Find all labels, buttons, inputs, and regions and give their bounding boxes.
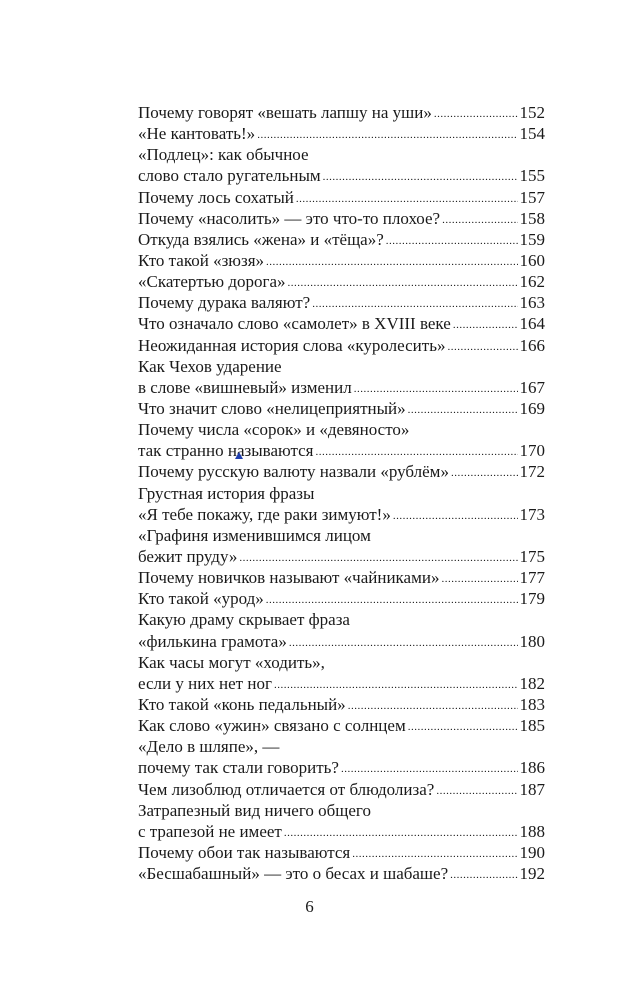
dot-leader — [274, 675, 518, 696]
toc-entry — [138, 398, 545, 419]
dot-leader — [436, 781, 517, 802]
toc-entry-line — [138, 715, 545, 736]
dot-leader — [257, 125, 517, 146]
dot-leader — [447, 337, 517, 358]
toc-entry-line — [138, 335, 545, 356]
toc-entry-title: Какую драму скрывает фраза — [138, 610, 350, 630]
toc-entry-line — [138, 842, 545, 863]
toc-entry-line — [138, 165, 545, 186]
toc-entry-page: 159 — [519, 229, 545, 249]
toc-entry-page: 192 — [519, 864, 545, 884]
toc-entry-page: 166 — [519, 335, 545, 355]
toc-entry-title: в слове «вишневый» изменил — [138, 377, 352, 397]
toc-entry-page: 158 — [519, 208, 545, 228]
toc-entry — [138, 694, 545, 715]
toc-entry-page: 186 — [519, 758, 545, 778]
toc-entry-line — [138, 652, 545, 673]
dot-leader — [312, 294, 517, 315]
toc-entry-line — [138, 271, 545, 292]
toc-entry-line — [138, 483, 545, 504]
dot-leader — [434, 104, 518, 125]
toc-entry-title: Грустная история фразы — [138, 483, 315, 503]
toc-entry-title: Почему «насолить» — это что-то плохое? — [138, 208, 441, 228]
toc-entry-page: 179 — [519, 589, 545, 609]
toc-entry-line — [138, 609, 545, 630]
toc-entry-page: 190 — [519, 842, 545, 862]
dot-leader — [393, 506, 518, 527]
toc-entry — [138, 525, 545, 567]
toc-entry-page: 188 — [519, 821, 545, 841]
dot-leader — [296, 189, 518, 210]
toc-entry-line — [138, 292, 545, 313]
toc-entry — [138, 250, 545, 271]
toc-entry-title: Почему русскую валюту назвали «рублём» — [138, 462, 449, 482]
toc-entry-page: 167 — [519, 377, 545, 397]
toc-entry-line — [138, 694, 545, 715]
toc-entry-title: Как часы могут «ходить», — [138, 652, 325, 672]
toc-entry-page: 173 — [519, 504, 545, 524]
toc-entry-page: 154 — [519, 124, 545, 144]
caret-mark-icon — [235, 452, 243, 459]
toc-entry-title: Откуда взялись «жена» и «тёща»? — [138, 229, 384, 249]
toc-entry — [138, 292, 545, 313]
toc-entry-title: «Бесшабашный» — это о бесах и шабаше? — [138, 864, 449, 884]
toc-entry — [138, 313, 545, 334]
toc-entry-title: Чем лизоблюд отличается от блюдолиза? — [138, 779, 435, 799]
toc-entry-page: 157 — [519, 187, 545, 207]
toc-entry-title: слово стало ругательным — [138, 166, 321, 186]
toc-entry-title: почему так стали говорить? — [138, 758, 339, 778]
toc-entry-title: «Не кантовать!» — [138, 124, 256, 144]
toc-entry — [138, 715, 545, 736]
toc-entry-title: Что означало слово «самолет» в XVIII веке — [138, 314, 451, 334]
toc-entry-title: Что значит слово «нелицеприятный» — [138, 398, 406, 418]
toc-entry-title: «Скатертью дорога» — [138, 272, 286, 292]
dot-leader — [354, 379, 518, 400]
toc-entry-line — [138, 588, 545, 609]
toc-entry-line — [138, 504, 545, 525]
dot-leader — [442, 210, 517, 231]
toc-entry-page: 182 — [519, 673, 545, 693]
toc-entry-line — [138, 525, 545, 546]
toc-entry-title: Затрапезный вид ничего общего — [138, 800, 371, 820]
toc-entry-title: Кто такой «зюзя» — [138, 250, 265, 270]
toc-entry — [138, 736, 545, 778]
toc-entry-title: «филькина грамота» — [138, 631, 287, 651]
dot-leader — [451, 463, 518, 484]
toc-entry — [138, 779, 545, 800]
toc-entry-page: 187 — [519, 779, 545, 799]
dot-leader — [323, 167, 518, 188]
toc-entry-line — [138, 102, 545, 123]
toc-entry-line — [138, 461, 545, 482]
toc-entry — [138, 229, 545, 250]
toc-entry — [138, 652, 545, 694]
toc-entry-title: Как Чехов ударение — [138, 356, 282, 376]
toc-entry-line — [138, 440, 545, 461]
toc-entry-title: Почему лось сохатый — [138, 187, 294, 207]
toc-entry-line — [138, 546, 545, 567]
toc-entry-line — [138, 757, 545, 778]
dot-leader — [341, 759, 518, 780]
toc-entry-page: 177 — [519, 568, 545, 588]
toc-entry — [138, 271, 545, 292]
toc-entry-page: 169 — [519, 398, 545, 418]
dot-leader — [441, 569, 517, 590]
toc-entry-title: бежит пруду» — [138, 546, 238, 566]
toc-entry — [138, 483, 545, 525]
toc-entry — [138, 335, 545, 356]
toc-entry — [138, 863, 545, 884]
toc-entry-line — [138, 250, 545, 271]
toc-entry — [138, 800, 545, 842]
toc-entry-line — [138, 800, 545, 821]
dot-leader — [450, 865, 517, 886]
toc-entry-line — [138, 419, 545, 440]
toc-entry-line — [138, 208, 545, 229]
toc-entry-page: 172 — [519, 462, 545, 482]
toc-entry-line — [138, 229, 545, 250]
dot-leader — [348, 696, 518, 717]
toc-entry-title: «Дело в шляпе», — — [138, 737, 280, 757]
toc-entry-title: Неожиданная история слова «куролесить» — [138, 335, 446, 355]
toc-entry-page: 183 — [519, 694, 545, 714]
dot-leader — [408, 717, 518, 738]
dot-leader — [386, 231, 518, 252]
dot-leader — [239, 548, 517, 569]
table-of-contents — [138, 102, 545, 884]
dot-leader — [288, 273, 518, 294]
toc-entry-line — [138, 398, 545, 419]
toc-entry — [138, 187, 545, 208]
toc-entry-title: Кто такой «конь педальный» — [138, 694, 346, 714]
toc-entry-page: 163 — [519, 293, 545, 313]
toc-entry-line — [138, 631, 545, 652]
toc-entry — [138, 609, 545, 651]
toc-entry-title: «Я тебе покажу, где раки зимуют!» — [138, 504, 391, 524]
toc-entry-title: Как слово «ужин» связано с солнцем — [138, 716, 406, 736]
toc-entry-title: так странно называются — [138, 441, 314, 461]
toc-entry-title: Почему новичков называют «чайниками» — [138, 568, 440, 588]
toc-entry-page: 152 — [519, 103, 545, 122]
toc-entry — [138, 842, 545, 863]
page-number: 6 — [305, 897, 314, 916]
toc-entry — [138, 102, 545, 123]
toc-entry-line — [138, 123, 545, 144]
toc-entry — [138, 123, 545, 144]
toc-entry — [138, 588, 545, 609]
toc-entry-title: Почему обои так называются — [138, 842, 351, 862]
toc-entry-title: с трапезой не имеет — [138, 821, 282, 841]
toc-entry-line — [138, 821, 545, 842]
toc-entry — [138, 419, 545, 461]
toc-entry-page: 155 — [519, 166, 545, 186]
toc-entry-page: 162 — [519, 272, 545, 292]
toc-entry — [138, 208, 545, 229]
toc-entry-title: «Подлец»: как обычное — [138, 145, 309, 165]
toc-entry-page: 185 — [519, 716, 545, 736]
toc-entry — [138, 461, 545, 482]
toc-entry-line — [138, 187, 545, 208]
dot-leader — [266, 252, 517, 273]
toc-entry-line — [138, 863, 545, 884]
toc-entry-title: если у них нет ног — [138, 673, 272, 693]
dot-leader — [289, 633, 518, 654]
toc-entry-page: 160 — [519, 250, 545, 270]
toc-entry-line — [138, 313, 545, 334]
toc-entry — [138, 144, 545, 186]
toc-entry-page: 175 — [519, 546, 545, 566]
toc-entry-line — [138, 144, 545, 165]
toc-entry-page: 180 — [519, 631, 545, 651]
toc-entry-line — [138, 377, 545, 398]
toc-entry — [138, 567, 545, 588]
toc-entry-title: Почему дурака валяют? — [138, 293, 311, 313]
toc-entry-line — [138, 356, 545, 377]
dot-leader — [453, 315, 518, 336]
dot-leader — [266, 590, 518, 611]
toc-entry-line — [138, 779, 545, 800]
toc-entry-title: Кто такой «урод» — [138, 589, 264, 609]
toc-entry-line — [138, 567, 545, 588]
toc-entry-title: Почему числа «сорок» и «девяносто» — [138, 420, 410, 440]
toc-entry-page: 164 — [519, 314, 545, 334]
toc-entry-title: Почему говорят «вешать лапшу на уши» — [138, 103, 432, 122]
toc-entry-line — [138, 736, 545, 757]
toc-entry-line — [138, 673, 545, 694]
toc-entry-page: 170 — [519, 441, 545, 461]
dot-leader — [408, 400, 518, 421]
toc-entry-title: «Графиня изменившимся лицом — [138, 525, 371, 545]
dot-leader — [352, 844, 517, 865]
toc-entry — [138, 356, 545, 398]
dot-leader — [284, 823, 518, 844]
dot-leader — [315, 442, 517, 463]
